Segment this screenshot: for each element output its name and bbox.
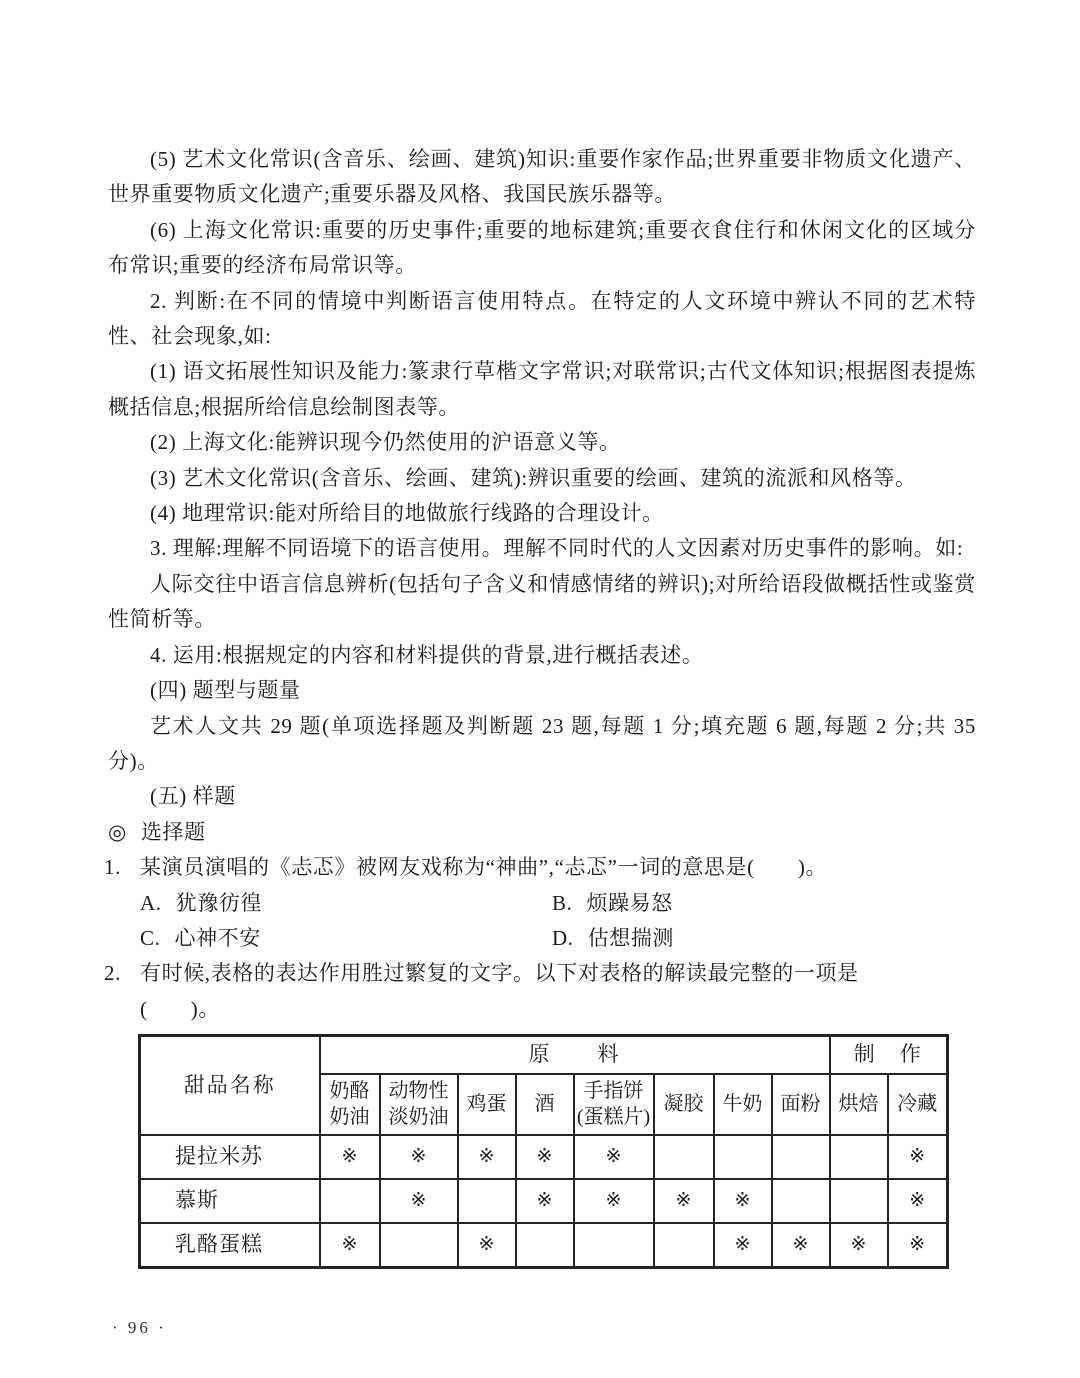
- mark-cell: [714, 1135, 772, 1179]
- column-header-ladyfinger: 手指饼 (蛋糕片): [574, 1074, 654, 1135]
- table-row-mousse: [140, 1179, 948, 1223]
- question-1-number: 1.: [104, 855, 121, 880]
- mark-cell: ※: [380, 1179, 458, 1223]
- paragraph-judge-sub3: (3) 艺术文化常识(含音乐、绘画、建筑):辨识重要的绘画、建筑的流派和风格等。: [150, 465, 917, 490]
- question-2-answer-blank: ( )。: [140, 996, 220, 1021]
- paragraph-understand: 3. 理解:理解不同语境下的语言使用。理解不同时代的人文因素对历史事件的影响。如:: [150, 536, 964, 561]
- column-header-milk: 牛奶: [714, 1074, 772, 1135]
- table-group-ingredients: 原 料: [320, 1036, 830, 1074]
- mark-cell: ※: [516, 1179, 574, 1223]
- mark-cell: ※: [320, 1223, 380, 1268]
- choice-section-heading: [108, 815, 976, 850]
- page-number: · 96 ·: [112, 1318, 167, 1337]
- paragraph-judge: 2. 判断:在不同的情境中判断语言使用特点。在特定的人文环境中辨认不同的艺术特性、社会现象,如:: [108, 288, 976, 349]
- mark-cell: [654, 1223, 714, 1268]
- column-header-gel: 凝胶: [654, 1074, 714, 1135]
- page-body-text: [104, 142, 976, 1269]
- mark-cell: ※: [458, 1135, 516, 1179]
- option-b-label: B.: [552, 890, 573, 915]
- mark-cell: ※: [320, 1135, 380, 1179]
- option-d-label: D.: [552, 925, 574, 950]
- option-a-label: A.: [140, 890, 162, 915]
- column-header-chill: 冷藏: [888, 1074, 948, 1135]
- mark-cell: ※: [458, 1223, 516, 1268]
- question-2-text: 有时候,表格的表达作用胜过繁复的文字。以下对表格的解读最完整的一项是: [140, 961, 859, 986]
- mark-cell: [574, 1223, 654, 1268]
- column-header-bake: 烘焙: [830, 1074, 888, 1135]
- mark-cell: ※: [830, 1223, 888, 1268]
- option-c-text: 心神不安: [174, 925, 261, 950]
- mark-cell: ※: [714, 1179, 772, 1223]
- column-header-wine: 酒: [516, 1074, 574, 1135]
- row-name: 乳酪蛋糕: [140, 1223, 320, 1268]
- paragraph-item-5: (5) 艺术文化常识(含音乐、绘画、建筑)知识:重要作家作品;世界重要非物质文化遗产、世界重要物质文化遗产;重要乐器及风格、我国民族乐器等。: [108, 147, 976, 207]
- mark-cell: ※: [714, 1223, 772, 1268]
- option-b: [552, 886, 976, 921]
- option-d-text: 估想揣测: [587, 925, 675, 950]
- option-c-label: C.: [140, 925, 161, 950]
- table-group-header-row: [140, 1036, 948, 1074]
- question-1-options: [108, 886, 976, 957]
- mark-cell: [320, 1179, 380, 1223]
- section-heading-question-types: (四) 题型与题量: [150, 678, 301, 703]
- mark-cell: ※: [888, 1179, 948, 1223]
- mark-cell: [772, 1135, 830, 1179]
- mark-cell: [458, 1179, 516, 1223]
- option-a-text: 犹豫彷徨: [175, 890, 263, 915]
- paragraph-judge-sub1: (1) 语文拓展性知识及能力:篆隶行草楷文字常识;对联常识;古代文体知识;根据图表提炼概括信息;根据所给信息绘制图表等。: [108, 359, 976, 419]
- option-d: [552, 921, 976, 956]
- mark-cell: ※: [772, 1223, 830, 1268]
- table-corner-header: 甜品名称: [140, 1036, 320, 1135]
- mark-cell: [830, 1179, 888, 1223]
- mark-cell: [772, 1179, 830, 1223]
- paragraph-understand-example: 人际交往中语言信息辨析(包括句子含义和情感情绪的辨识);对所给语段做概括性或鉴赏性简析等。: [108, 571, 976, 632]
- question-1-text: 某演员演唱的《忐忑》被网友戏称为“神曲”,“忐忑”一词的意思是( )。: [140, 855, 828, 880]
- column-header-cheese-cream: 奶酪 奶油: [320, 1074, 380, 1135]
- mark-cell: ※: [574, 1179, 654, 1223]
- column-header-egg: 鸡蛋: [458, 1074, 516, 1135]
- paragraph-item-6: (6) 上海文化常识:重要的历史事件;重要的地标建筑;重要衣食住行和休闲文化的区域分布常识;重要的经济布局常识等。: [108, 217, 976, 278]
- table-row-cheesecake: [140, 1223, 948, 1268]
- paragraph-question-count: 艺术人文共 29 题(单项选择题及判断题 23 题,每题 1 分;填充题 6 题,每题 2 分;共 35 分)。: [108, 713, 976, 773]
- option-c: [140, 921, 552, 956]
- table-row-tiramisu: [140, 1135, 948, 1179]
- question-2: [104, 956, 976, 991]
- row-name: 慕斯: [140, 1179, 320, 1223]
- question-1: [104, 850, 976, 885]
- paragraph-apply: 4. 运用:根据规定的内容和材料提供的背景,进行概括表述。: [150, 642, 704, 667]
- column-header-animal-cream: 动物性 淡奶油: [380, 1074, 458, 1135]
- mark-cell: [516, 1223, 574, 1268]
- mark-cell: ※: [574, 1135, 654, 1179]
- mark-cell: [380, 1223, 458, 1268]
- mark-cell: [654, 1135, 714, 1179]
- mark-cell: ※: [888, 1223, 948, 1268]
- column-header-flour: 面粉: [772, 1074, 830, 1135]
- dessert-ingredients-table: [138, 1034, 949, 1268]
- table-group-making: 制 作: [830, 1036, 948, 1074]
- section-heading-sample-questions: (五) 样题: [150, 784, 236, 809]
- row-name: 提拉米苏: [140, 1135, 320, 1179]
- option-a: [140, 886, 552, 921]
- paragraph-judge-sub4: (4) 地理常识:能对所给目的地做旅行线路的合理设计。: [150, 501, 664, 526]
- double-circle-icon: ◎: [108, 819, 127, 844]
- mark-cell: ※: [516, 1135, 574, 1179]
- option-b-text: 烦躁易怒: [586, 890, 673, 915]
- paragraph-judge-sub2: (2) 上海文化:能辨识现今仍然使用的沪语意义等。: [150, 430, 621, 455]
- choice-section-label: 选择题: [140, 819, 206, 844]
- mark-cell: ※: [888, 1135, 948, 1179]
- question-2-number: 2.: [104, 961, 121, 986]
- mark-cell: ※: [654, 1179, 714, 1223]
- mark-cell: ※: [380, 1135, 458, 1179]
- mark-cell: [830, 1135, 888, 1179]
